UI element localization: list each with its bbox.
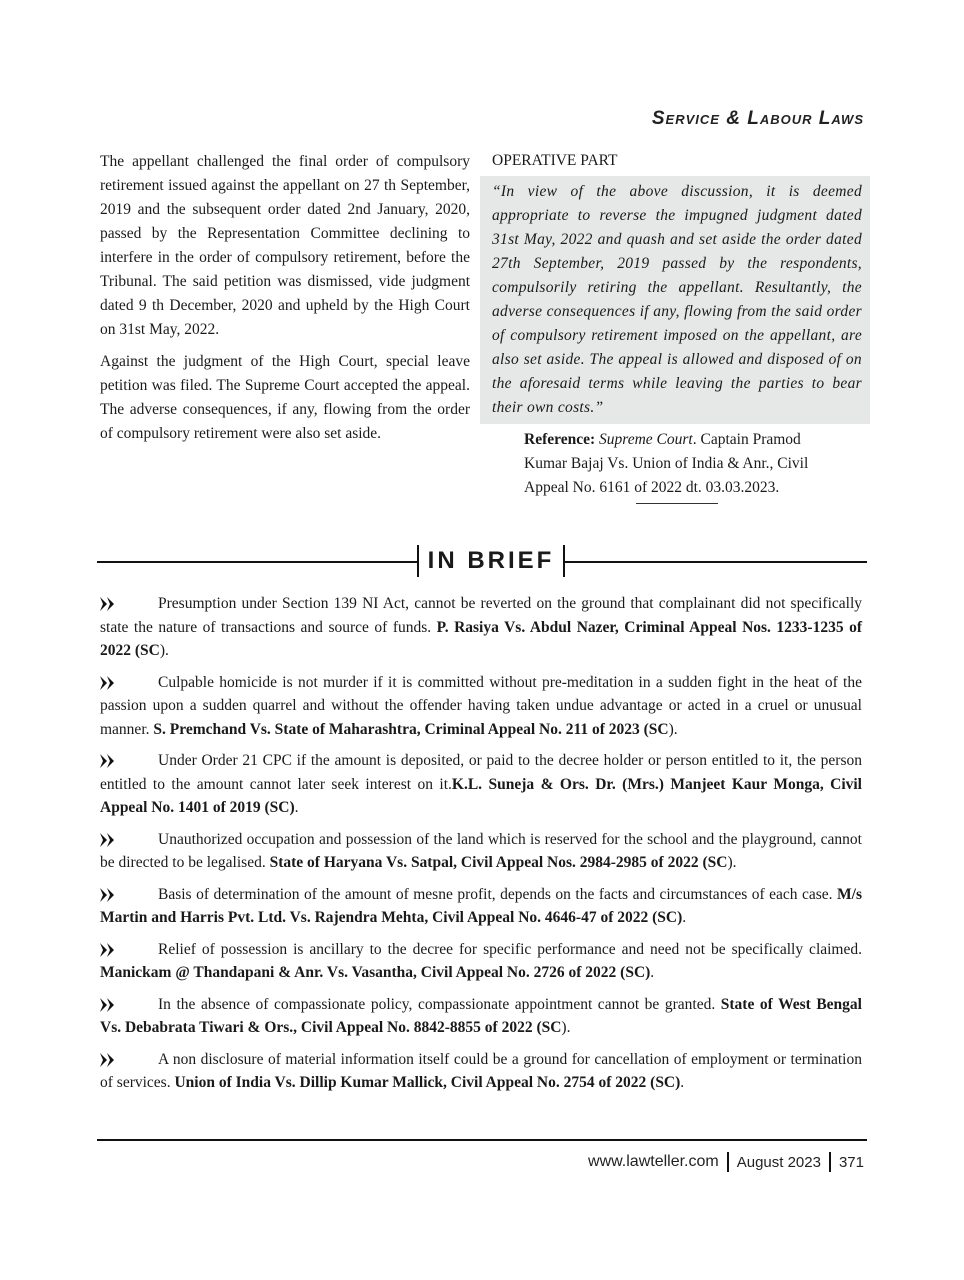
brief-citation-end: . [294, 799, 299, 816]
double-chevron-icon [100, 671, 158, 690]
in-brief-list [100, 592, 862, 1103]
operative-part-heading: OPERATIVE PART [492, 152, 618, 169]
double-chevron-icon [100, 883, 158, 902]
brief-text: Culpable homicide is not murder if it is committed without pre-meditation in a sudden fight in the heat of the passion upon a sudden quarrel and without the offender having taken undue advantage or acted in a cruel or unusual manner. [100, 673, 862, 738]
brief-citation: M/s Martin and Harris Pvt. Ltd. Vs. Rajendra Mehta, Civil Appeal No. 4646-47 of 2022 (SC) [100, 885, 862, 926]
brief-citation-end: ). [668, 720, 678, 738]
brief-item [100, 938, 862, 985]
footer-website: www.lawteller.com [588, 1153, 719, 1170]
double-chevron-icon [100, 938, 158, 957]
brief-citation-end: ). [561, 1019, 571, 1036]
brief-citation: Union of India Vs. Dillip Kumar Mallick, Civil Appeal No. 2754 of 2022 (SC) [174, 1074, 681, 1091]
reference-citation [524, 428, 844, 500]
brief-item [100, 828, 862, 875]
in-brief-heading: IN BRIEF [427, 547, 555, 574]
footer-separator [727, 1152, 729, 1172]
footer-divider [97, 1139, 867, 1141]
section-title: Service & Labour Laws [651, 108, 864, 129]
divider [636, 503, 718, 504]
divider [97, 561, 417, 563]
brief-text: Unauthorized occupation and possession of the land which is reserved for the school and the playground, cannot be directed to be legalised. [100, 830, 862, 871]
reference-text: . Captain Pramod Kumar Bajaj Vs. Union of India & Anr., Civil Appeal No. 6161 of 2022 dt. 03.03.2023. [524, 431, 809, 496]
page-number: 371 [838, 1153, 864, 1171]
operative-part [480, 150, 870, 500]
brief-item [100, 671, 862, 742]
article-paragraph: The appellant challenged the final order of compulsory retirement issued against the appellant on 27 th September, 2019 and the subsequent order dated 2nd January, 2020, passed by the Representation Committee declining to interfere in the order of compulsory retirement, before the Tribunal. The said petition was dismissed, vide judgment dated 9 th December, 2020 and upheld by the High Court on 31st May, 2022. [100, 153, 470, 338]
brief-citation-end: . [650, 964, 655, 981]
double-chevron-icon [100, 828, 158, 847]
footer-separator [829, 1152, 831, 1172]
double-chevron-icon [100, 592, 158, 611]
brief-citation: S. Premchand Vs. State of Maharashtra, Criminal Appeal No. 211 of 2023 (SC [153, 720, 669, 738]
page-footer [588, 1152, 864, 1172]
brief-text: Under Order 21 CPC if the amount is deposited, or paid to the decree holder or person entitled to it, the person entitled to the amount cannot later seek interest on it. [100, 752, 862, 793]
brief-citation-end: ). [159, 642, 169, 659]
left-column-article [100, 150, 470, 454]
double-chevron-icon [100, 749, 158, 768]
brief-item [100, 883, 862, 930]
brief-text: A non disclosure of material information itself could be a ground for cancellation of employment or termination of services. [100, 1050, 862, 1091]
brief-item [100, 592, 862, 663]
brief-citation: P. Rasiya Vs. Abdul Nazer, Criminal Appeal Nos. 1233-1235 of 2022 (SC [100, 618, 863, 659]
reference-label: Reference: [524, 431, 596, 448]
brief-text: In the absence of compassionate policy, compassionate appointment cannot be granted. [158, 995, 721, 1013]
brief-item [100, 993, 862, 1040]
double-chevron-icon [100, 1048, 158, 1067]
brief-item [100, 1048, 862, 1095]
divider [417, 545, 419, 577]
brief-text: Presumption under Section 139 NI Act, cannot be reverted on the ground that complainant did not specifically state the nature of transactions and source of funds. [100, 595, 862, 636]
brief-citation-end: . [680, 1074, 685, 1091]
brief-text: Relief of possession is ancillary to the decree for specific performance and need not be specifically claimed. [158, 940, 862, 958]
brief-item [100, 749, 862, 820]
brief-text: Basis of determination of the amount of mesne profit, depends on the facts and circumstances of each case. [158, 885, 838, 903]
article-paragraph: Against the judgment of the High Court, special leave petition was filed. The Supreme Court accepted the appeal. The adverse consequences, if any, flowing from the order of compulsory retirement were also set aside. [100, 353, 470, 442]
footer-issue: August 2023 [736, 1153, 821, 1171]
operative-quote: “In view of the above discussion, it is deemed appropriate to reverse the impugned judgment dated 31st May, 2022 and quash and set aside the order dated 27th September, 2019 passed by the respondents, compulsorily retiring the appellant. Resultantly, the adverse consequences if any, flowing from the said order of compulsory retirement imposed on the appellant, are also set aside. The appeal is allowed and disposed of on the aforesaid terms while leaving the parties to bear their own costs.” [480, 176, 870, 424]
divider [563, 561, 867, 563]
brief-citation-end: . [682, 909, 687, 926]
brief-citation-end: ). [727, 854, 737, 871]
reference-court: Supreme Court [599, 431, 693, 448]
brief-citation: State of Haryana Vs. Satpal, Civil Appeal Nos. 2984-2985 of 2022 (SC [269, 854, 728, 871]
brief-citation: State of West Bengal Vs. Debabrata Tiwari & Ors., Civil Appeal No. 8842-8855 of 2022 (SC [100, 995, 862, 1036]
brief-citation: K.L. Suneja & Ors. Dr. (Mrs.) Manjeet Kaur Monga, Civil Appeal No. 1401 of 2019 (SC) [100, 775, 862, 816]
brief-citation: Manickam @ Thandapani & Anr. Vs. Vasantha, Civil Appeal No. 2726 of 2022 (SC) [100, 964, 651, 981]
double-chevron-icon [100, 993, 158, 1012]
